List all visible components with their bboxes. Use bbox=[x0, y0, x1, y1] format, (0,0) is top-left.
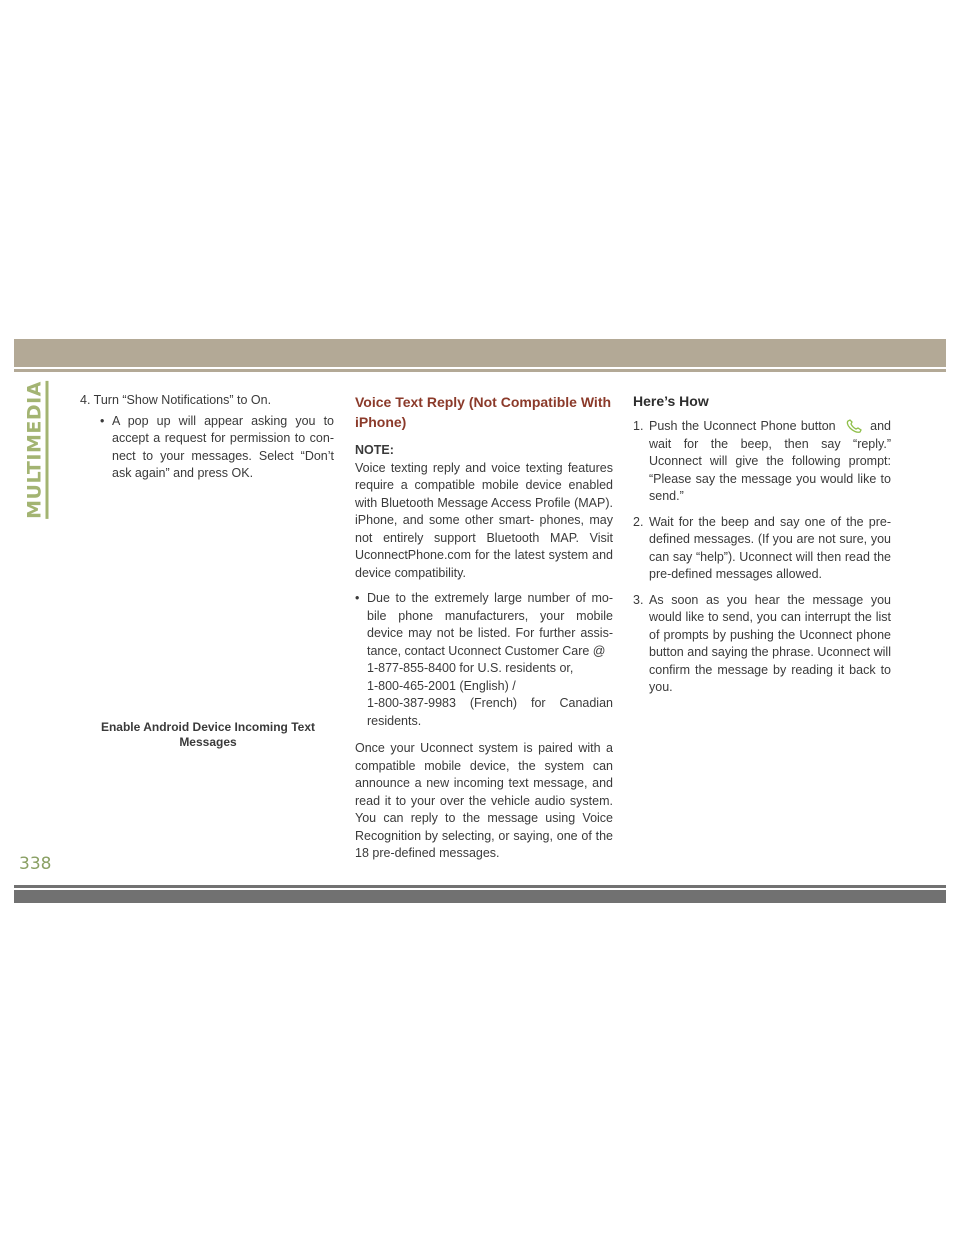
bullet-text bbox=[367, 590, 613, 730]
header-band bbox=[14, 339, 946, 367]
header-rule bbox=[14, 369, 946, 372]
step-item bbox=[633, 514, 891, 584]
phone-english: 1-800-465-2001 (English) / bbox=[367, 678, 516, 693]
step-text bbox=[649, 418, 891, 506]
bullet-dot: • bbox=[355, 591, 360, 605]
column-middle bbox=[355, 392, 613, 863]
bullet-dot: • bbox=[100, 413, 105, 428]
section-heading: Voice Text Reply (Not Compatible With iPhone) bbox=[355, 394, 612, 430]
bullet-item bbox=[355, 590, 613, 730]
section-tab bbox=[14, 381, 58, 519]
bullet-item bbox=[80, 413, 334, 483]
note-label: NOTE: bbox=[355, 443, 394, 457]
how-heading: Here’s How bbox=[633, 393, 709, 409]
step-text: As soon as you hear the message you would like to send, you can interrupt the list of prompts by pushing the Uconnect phone button and saying the phrase. Uconnect will confirm the message by reading it back to you. bbox=[649, 592, 891, 694]
figure-caption: Enable Android Device Incoming Text Messages bbox=[100, 720, 316, 749]
page-number: 338 bbox=[19, 854, 52, 874]
bullet-text: A pop up will appear asking you to accept a request for permission to con- nect to your messages. Select “Don’t ask again” and press OK. bbox=[112, 413, 334, 480]
step-number: 2. bbox=[633, 514, 644, 529]
footer-rule bbox=[14, 885, 946, 888]
step-item bbox=[633, 592, 891, 697]
phone-icon bbox=[844, 419, 866, 435]
step-text: Wait for the beep and say one of the pre-defined messages. (If you are not sure, you can say “help”). Uconnect will then read the pre-defined messages allowed. bbox=[649, 514, 891, 581]
step-text-pre: Push the Uconnect Phone button bbox=[649, 419, 836, 433]
phone-us: 1-877-855-8400 for U.S. residents or, bbox=[367, 661, 574, 675]
step-text-post: and wait for the beep, then say “reply.” Uconnect will give the following prompt: “Please say the message you would like to send.” bbox=[649, 419, 891, 503]
step-number: 1. bbox=[633, 419, 644, 433]
phone-french: 1-800-387-9983 (French) for Canadian residents. bbox=[367, 696, 613, 728]
footer-band bbox=[14, 890, 946, 903]
step-4: 4. Turn “Show Notifications” to On. bbox=[80, 393, 272, 407]
note-text: Voice texting reply and voice texting features require a compatible mobile device enabled with Bluetooth Message Access Profile (MAP). iPhone, and some other smart- phones, may not entirely support Bluetooth MAP. Visit UconnectPhone.com for the latest system and device compatibility. bbox=[355, 460, 613, 580]
section-tab-label: MULTIMEDIA bbox=[24, 381, 49, 519]
paragraph: Once your Uconnect system is paired with a compatible mobile device, the system can announce a new incoming text message, and read it to your over the vehicle audio system. You can reply to the message using Voice Recognition by selecting, or saying, one of the 18 pre-defined messages. bbox=[355, 741, 613, 860]
column-right bbox=[633, 392, 891, 697]
step-number: 3. bbox=[633, 592, 644, 607]
column-left bbox=[80, 392, 334, 483]
step-item bbox=[633, 418, 891, 506]
bullet-body: Due to the extremely large number of mo- bile phone manufacturers, your mobile device may not be listed. For further assis- tance, contact Uconnect Customer Care @ bbox=[367, 591, 613, 658]
